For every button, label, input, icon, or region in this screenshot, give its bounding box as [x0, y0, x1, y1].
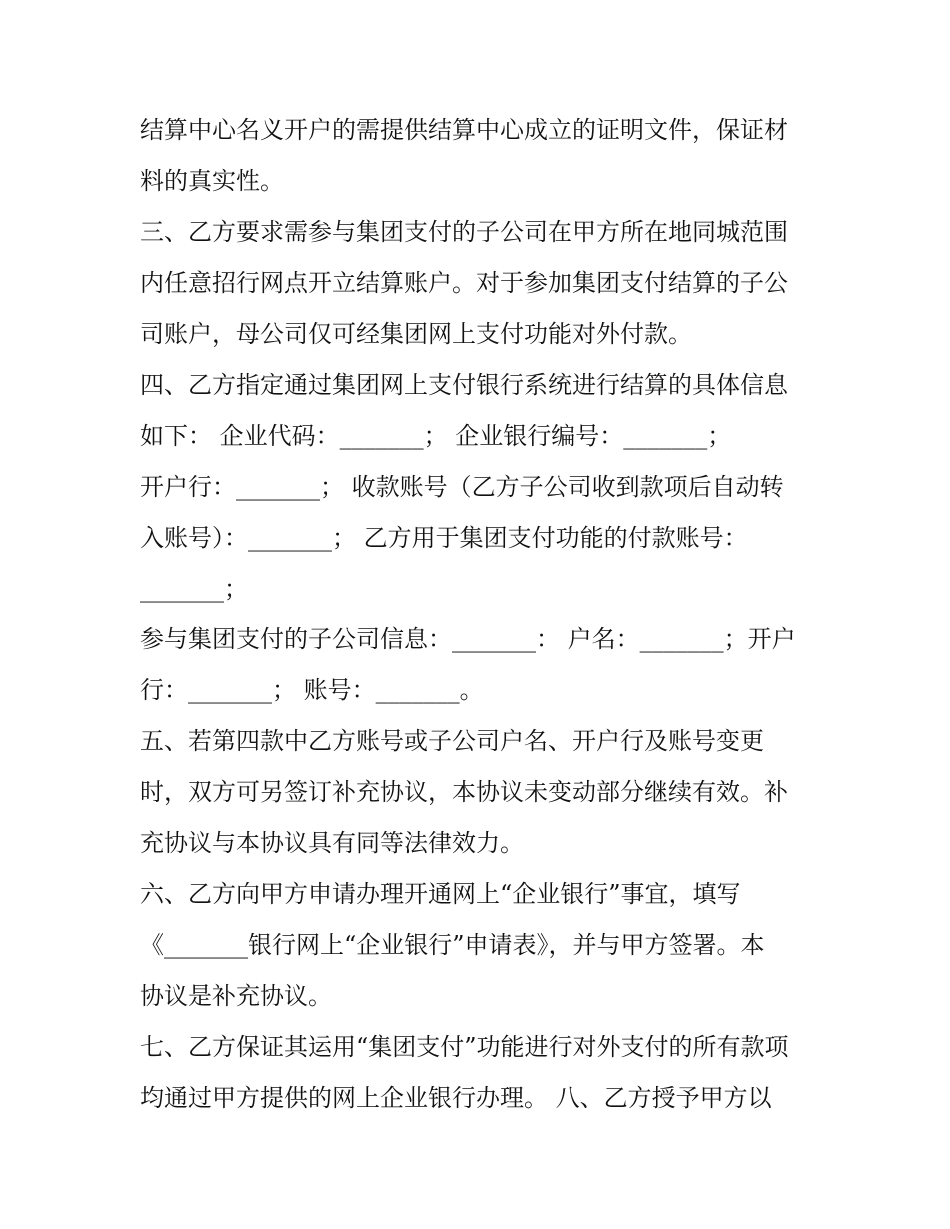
- text-line-10: _______；: [140, 575, 248, 603]
- text-line-12: 行：_______； 账号：_______。: [140, 676, 484, 704]
- text-line-7: 如下： 企业代码：_______； 企业银行编号：_______；: [140, 422, 732, 450]
- text-line-8: 开户行：_______； 收款账号（乙方子公司收到款项后自动转: [140, 473, 784, 501]
- text-line-17: 《_______银行网上“企业银行”申请表》，并与甲方签署。本: [140, 931, 765, 959]
- text-line-14: 时，双方可另签订补充协议，本协议未变动部分继续有效。补: [140, 778, 788, 806]
- text-line-4: 内任意招行网点开立结算账户。对于参加集团支付结算的子公: [140, 269, 788, 297]
- text-line-11: 参与集团支付的子公司信息：_______： 户名：_______；开户: [140, 625, 796, 653]
- text-line-16: 六、乙方向甲方申请办理开通网上“企业银行”事宜，填写: [140, 880, 741, 908]
- text-line-2: 料的真实性。: [140, 167, 284, 195]
- text-line-3: 三、乙方要求需参与集团支付的子公司在甲方所在地同城范围: [140, 218, 788, 246]
- text-line-6: 四、乙方指定通过集团网上支付银行系统进行结算的具体信息: [140, 371, 788, 399]
- text-line-9: 入账号）：_______； 乙方用于集团支付功能的付款账号：: [140, 524, 748, 552]
- text-line-13: 五、若第四款中乙方账号或子公司户名、开户行及账号变更: [140, 727, 764, 755]
- text-line-15: 充协议与本协议具有同等法律效力。: [140, 829, 524, 857]
- text-line-18: 协议是补充协议。: [140, 982, 332, 1010]
- text-line-1: 结算中心名义开户的需提供结算中心成立的证明文件，保证材: [140, 116, 788, 144]
- text-line-19: 七、乙方保证其运用“集团支付”功能进行对外支付的所有款项: [140, 1033, 789, 1061]
- text-line-5: 司账户，母公司仅可经集团网上支付功能对外付款。: [140, 320, 692, 348]
- text-line-20: 均通过甲方提供的网上企业银行办理。 八、乙方授予甲方以: [140, 1084, 772, 1112]
